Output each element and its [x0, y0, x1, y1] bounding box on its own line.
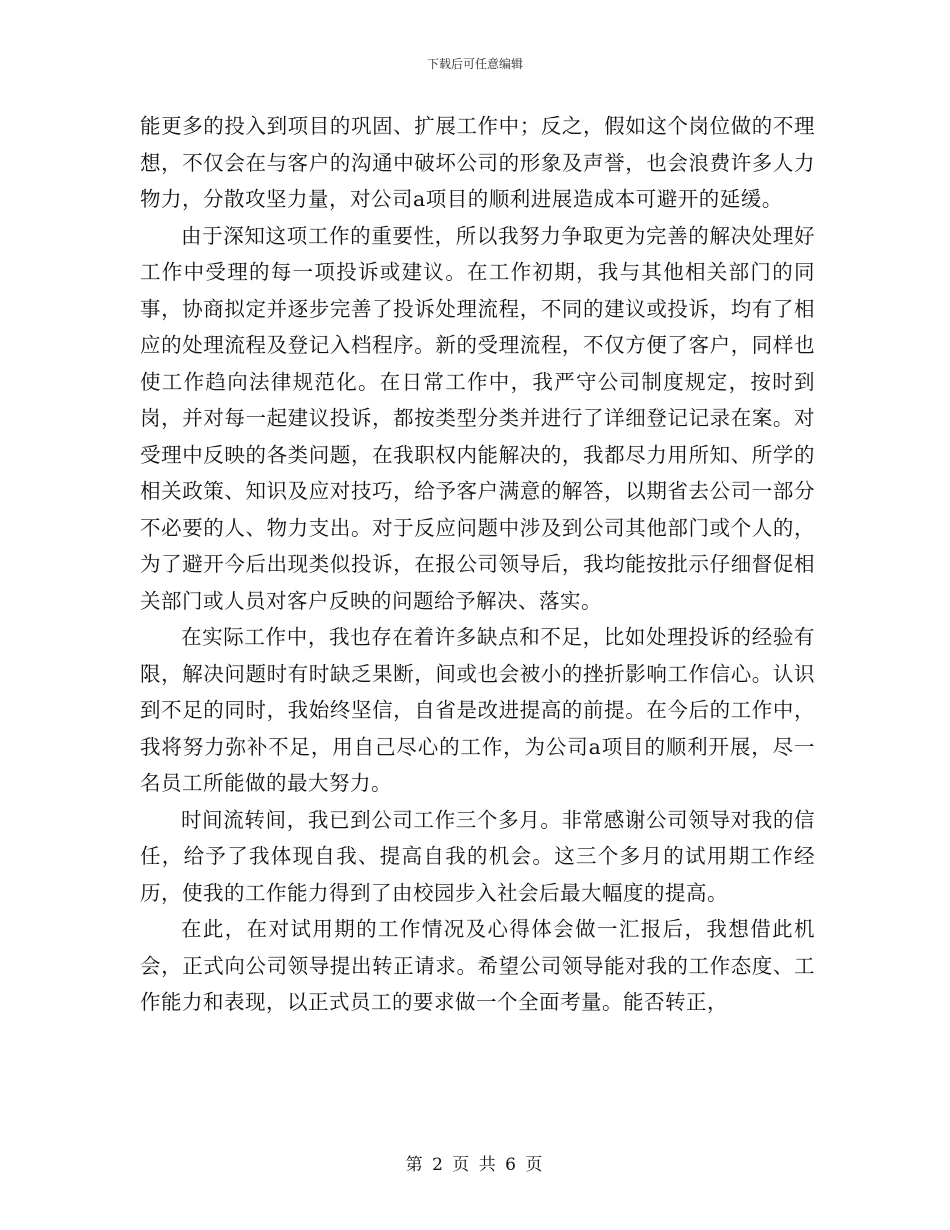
paragraph-complaint-handling: 由于深知这项工作的重要性，所以我努力争取更为完善的解决处理好工作中受理的每一项投诉或建议。在工作初期，我与其他相关部门的同事，协商拟定并逐步完善了投诉处理流程，不同的建议或投诉，均有了相应的处理流程及登记入档程序。新的受理流程，不仅方便了客户，同样也使工作趋向法律规范化。在日常工作中，我严守公司制度规定，按时到岗，并对每一起建议投诉，都按类型分类并进行了详细登记记录在案。对受理中反映的各类问题，在我职权内能解决的，我都尽力用所知、所学的相关政策、知识及应对技巧，给予客户满意的解答，以期省去公司一部分不必要的人、物力支出。对于反应问题中涉及到公司其他部门或个人的，为了避开今后出现类似投诉，在报公司领导后，我均能按批示仔细督促相关部门或人员对客户反映的问题给予解决、落实。 [140, 223, 815, 613]
page-header: 下载后可任意编辑 [426, 57, 523, 71]
paragraph-gratitude: 时间流转间，我已到公司工作三个多月。非常感谢公司领导对我的信任，给予了我体现自我、提高自我的机会。这三个多月的试用期工作经历，使我的工作能力得到了由校园步入社会后最大幅度的提高。 [140, 807, 815, 905]
page-footer: 第 2 页 共 6 页 [405, 1155, 545, 1175]
document-body [140, 108, 815, 1021]
paragraph-regularization-request: 在此，在对试用期的工作情况及心得体会做一汇报后，我想借此机会，正式向公司领导提出转正请求。希望公司领导能对我的工作态度、工作能力和表现，以正式员工的要求做一个全面考量。能否转正， [140, 917, 815, 1014]
paragraph-continuation: 能更多的投入到项目的巩固、扩展工作中；反之，假如这个岗位做的不理想，不仅会在与客户的沟通中破坏公司的形象及声誉，也会浪费许多人力物力，分散攻坚力量，对公司a项目的顺利进展造成本可避开的延缓。 [140, 114, 815, 211]
paragraph-shortcomings: 在实际工作中，我也存在着许多缺点和不足，比如处理投诉的经验有限，解决问题时有时缺乏果断，间或也会被小的挫折影响工作信心。认识到不足的同时，我始终坚信，自省是改进提高的前提。在今后的工作中，我将努力弥补不足，用自己尽心的工作，为公司a项目的顺利开展，尽一名员工所能做的最大努力。 [140, 625, 815, 795]
